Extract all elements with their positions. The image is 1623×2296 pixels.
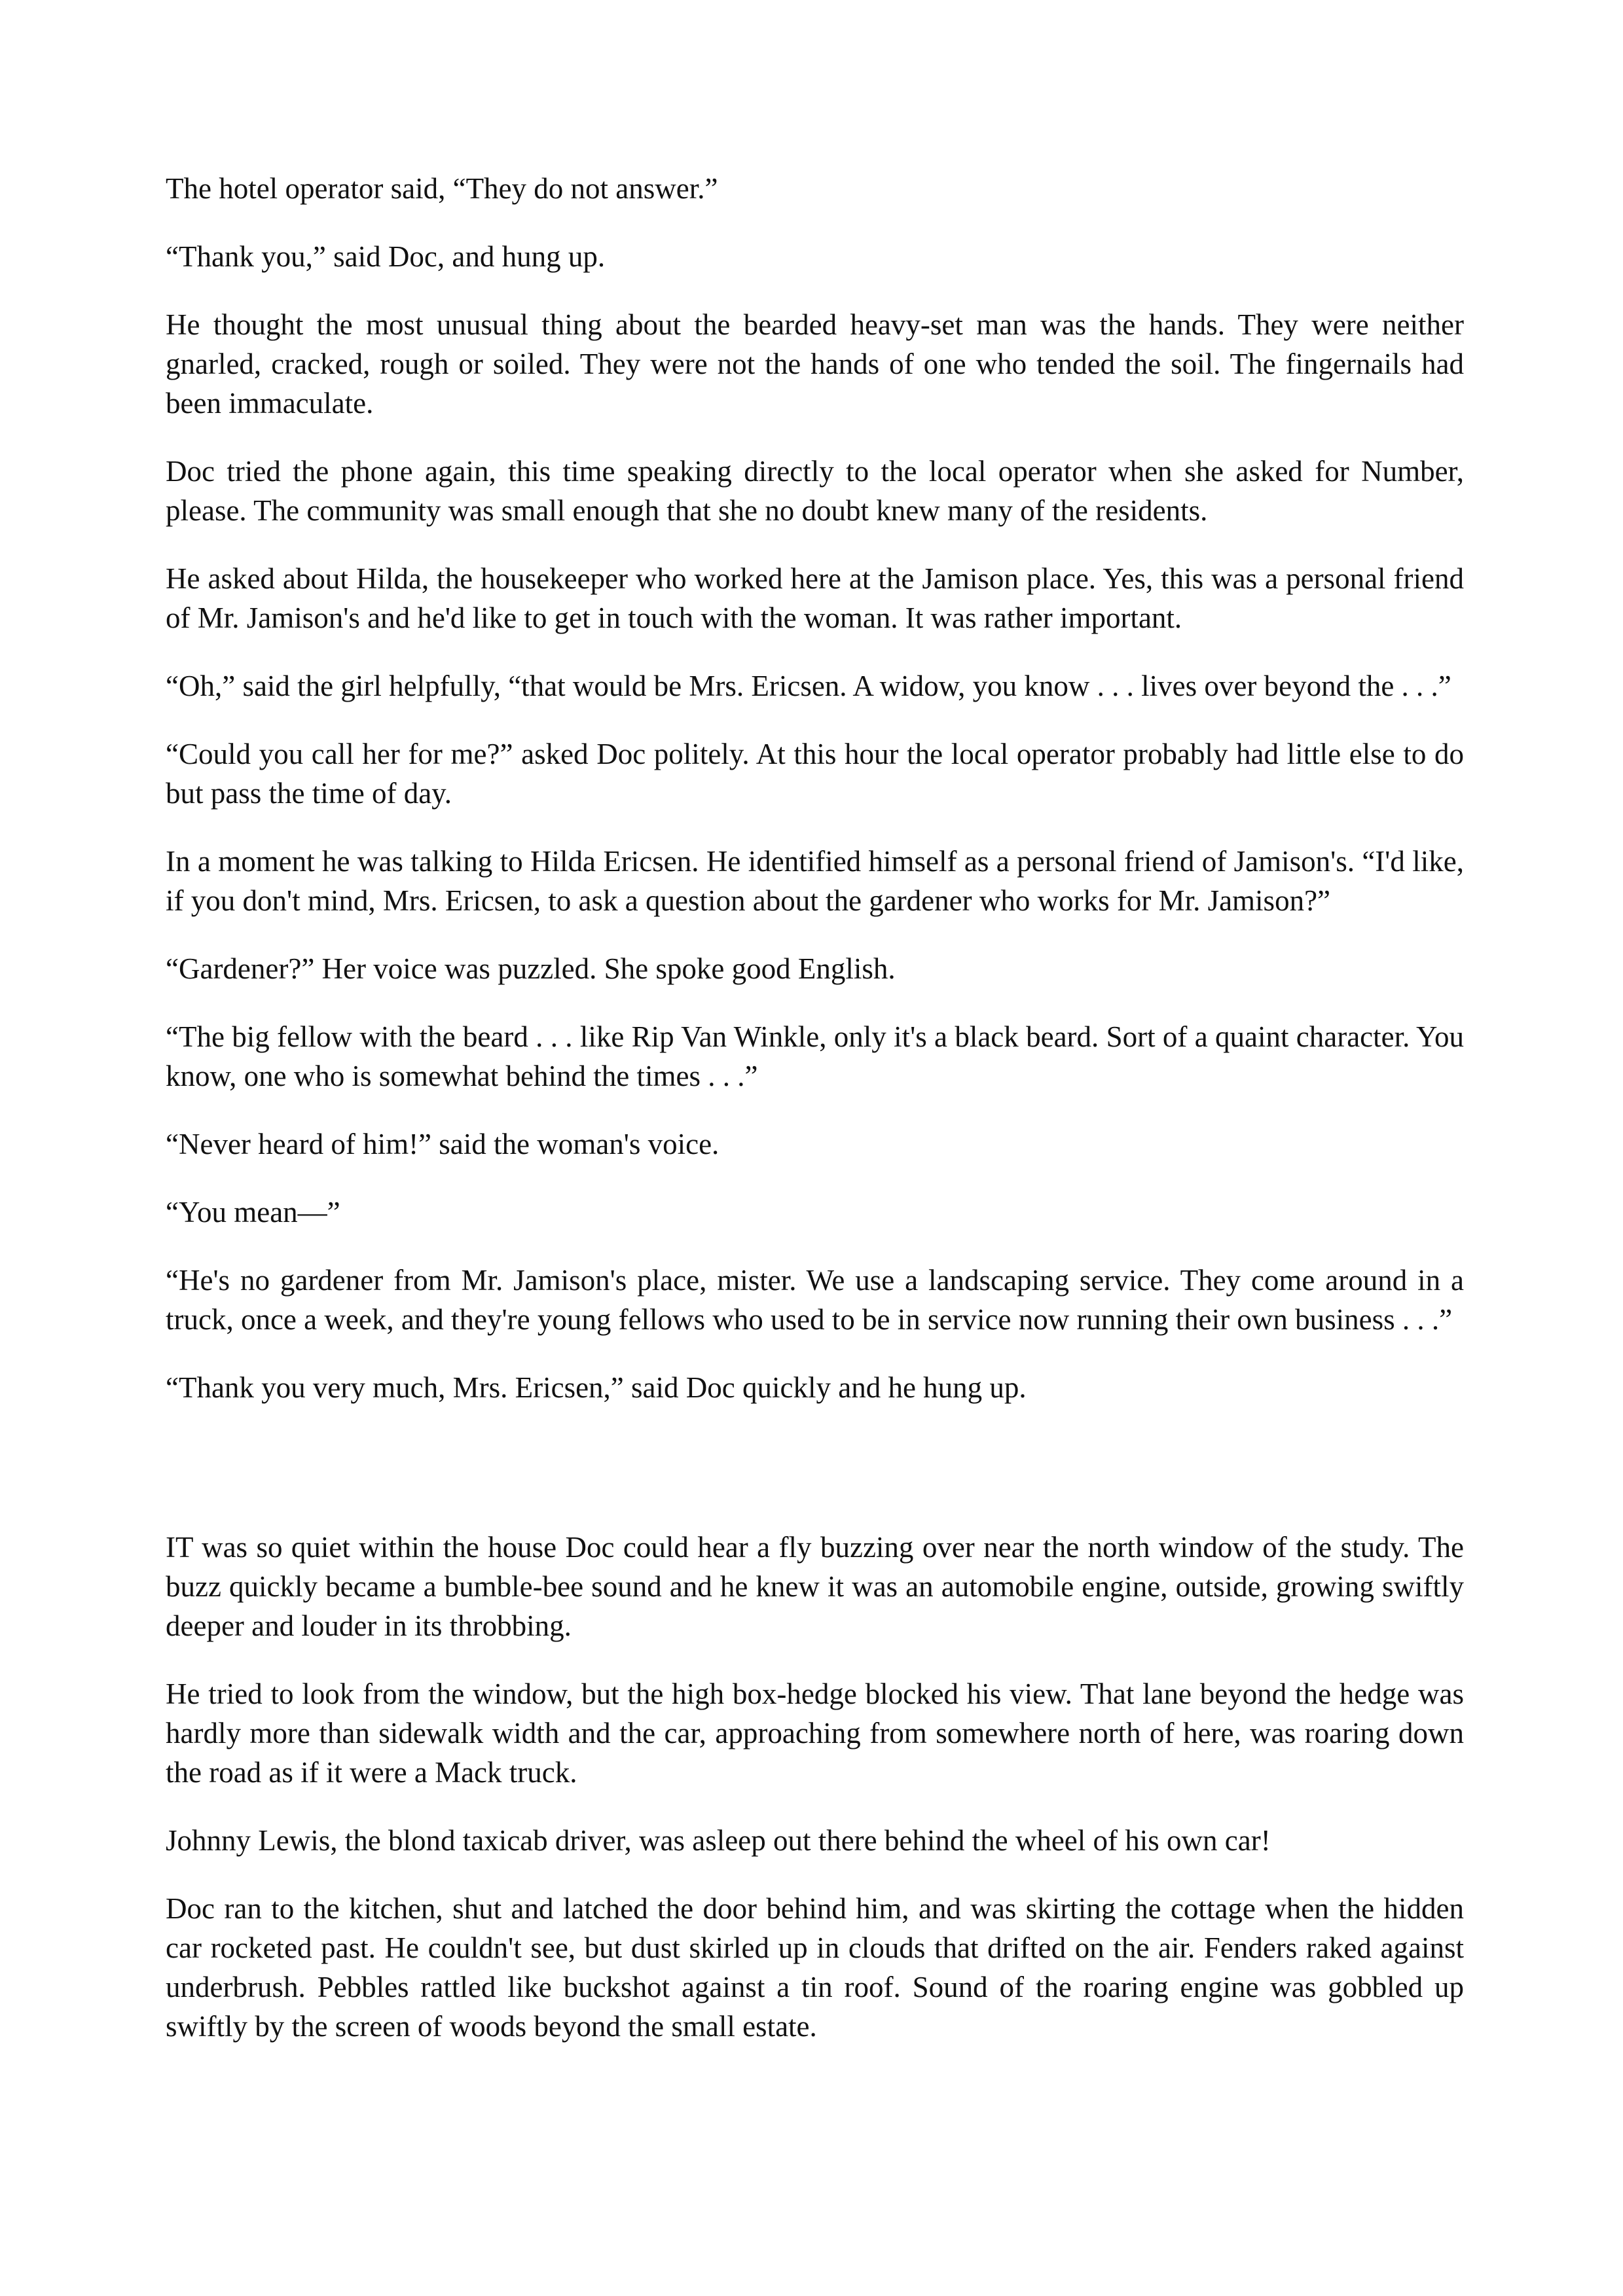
paragraph: “Gardener?” Her voice was puzzled. She spoke good English. xyxy=(166,952,896,985)
paragraph: In a moment he was talking to Hilda Ericsen. He identified himself as a personal friend of Jamison's. “I'd like, if you don't mind, Mrs. Ericsen, to ask a question about the gardener who works for Mr. Jamison?” xyxy=(166,845,1464,917)
body-text xyxy=(166,169,1464,2075)
scene-break xyxy=(166,1436,1464,1528)
paragraph: “Could you call her for me?” asked Doc politely. At this hour the local operator probably had little else to do but pass the time of day. xyxy=(166,738,1464,810)
paragraph: “Oh,” said the girl helpfully, “that would be Mrs. Ericsen. A widow, you know . . . lives over beyond the . . .” xyxy=(166,670,1451,702)
paragraph: Johnny Lewis, the blond taxicab driver, was asleep out there behind the wheel of his own car! xyxy=(166,1824,1271,1857)
paragraph: “You mean—” xyxy=(166,1196,340,1229)
paragraph: The hotel operator said, “They do not answer.” xyxy=(166,172,718,205)
paragraph: He asked about Hilda, the housekeeper who worked here at the Jamison place. Yes, this was a personal friend of Mr. Jamison's and he'd like to get in touch with the woman. It was rather important. xyxy=(166,562,1464,634)
paragraph: “Thank you,” said Doc, and hung up. xyxy=(166,240,606,273)
paragraph: “He's no gardener from Mr. Jamison's place, mister. We use a landscaping service. They come around in a truck, once a week, and they're young fellows who used to be in service now running their own business . . .” xyxy=(166,1264,1464,1336)
paragraph: IT was so quiet within the house Doc could hear a fly buzzing over near the north window of the study. The buzz quickly became a bumble-bee sound and he knew it was an automobile engine, outside, growing swiftly deeper and louder in its throbbing. xyxy=(166,1531,1464,1642)
paragraph: Doc ran to the kitchen, shut and latched the door behind him, and was skirting the cottage when the hidden car rocketed past. He couldn't see, but dust skirled up in clouds that drifted on the air. Fenders raked against underbrush. Pebbles rattled like buckshot against a tin roof. Sound of the roaring engine was gobbled up swiftly by the screen of woods beyond the small estate. xyxy=(166,1892,1464,2043)
paragraph: “The big fellow with the beard . . . like Rip Van Winkle, only it's a black beard. Sort of a quaint character. You know, one who is somewhat behind the times . . .” xyxy=(166,1020,1464,1092)
paragraph: Doc tried the phone again, this time speaking directly to the local operator when she asked for Number, please. The community was small enough that she no doubt knew many of the residents. xyxy=(166,455,1464,527)
paragraph: “Never heard of him!” said the woman's voice. xyxy=(166,1128,720,1160)
paragraph: “Thank you very much, Mrs. Ericsen,” said Doc quickly and he hung up. xyxy=(166,1371,1027,1404)
paragraph: He tried to look from the window, but the high box-hedge blocked his view. That lane beyond the hedge was hardly more than sidewalk width and the car, approaching from somewhere north of here, was roaring down the road as if it were a Mack truck. xyxy=(166,1677,1464,1789)
paragraph: He thought the most unusual thing about the bearded heavy-set man was the hands. They were neither gnarled, cracked, rough or soiled. They were not the hands of one who tended the soil. The fingernails had been immaculate. xyxy=(166,308,1464,420)
